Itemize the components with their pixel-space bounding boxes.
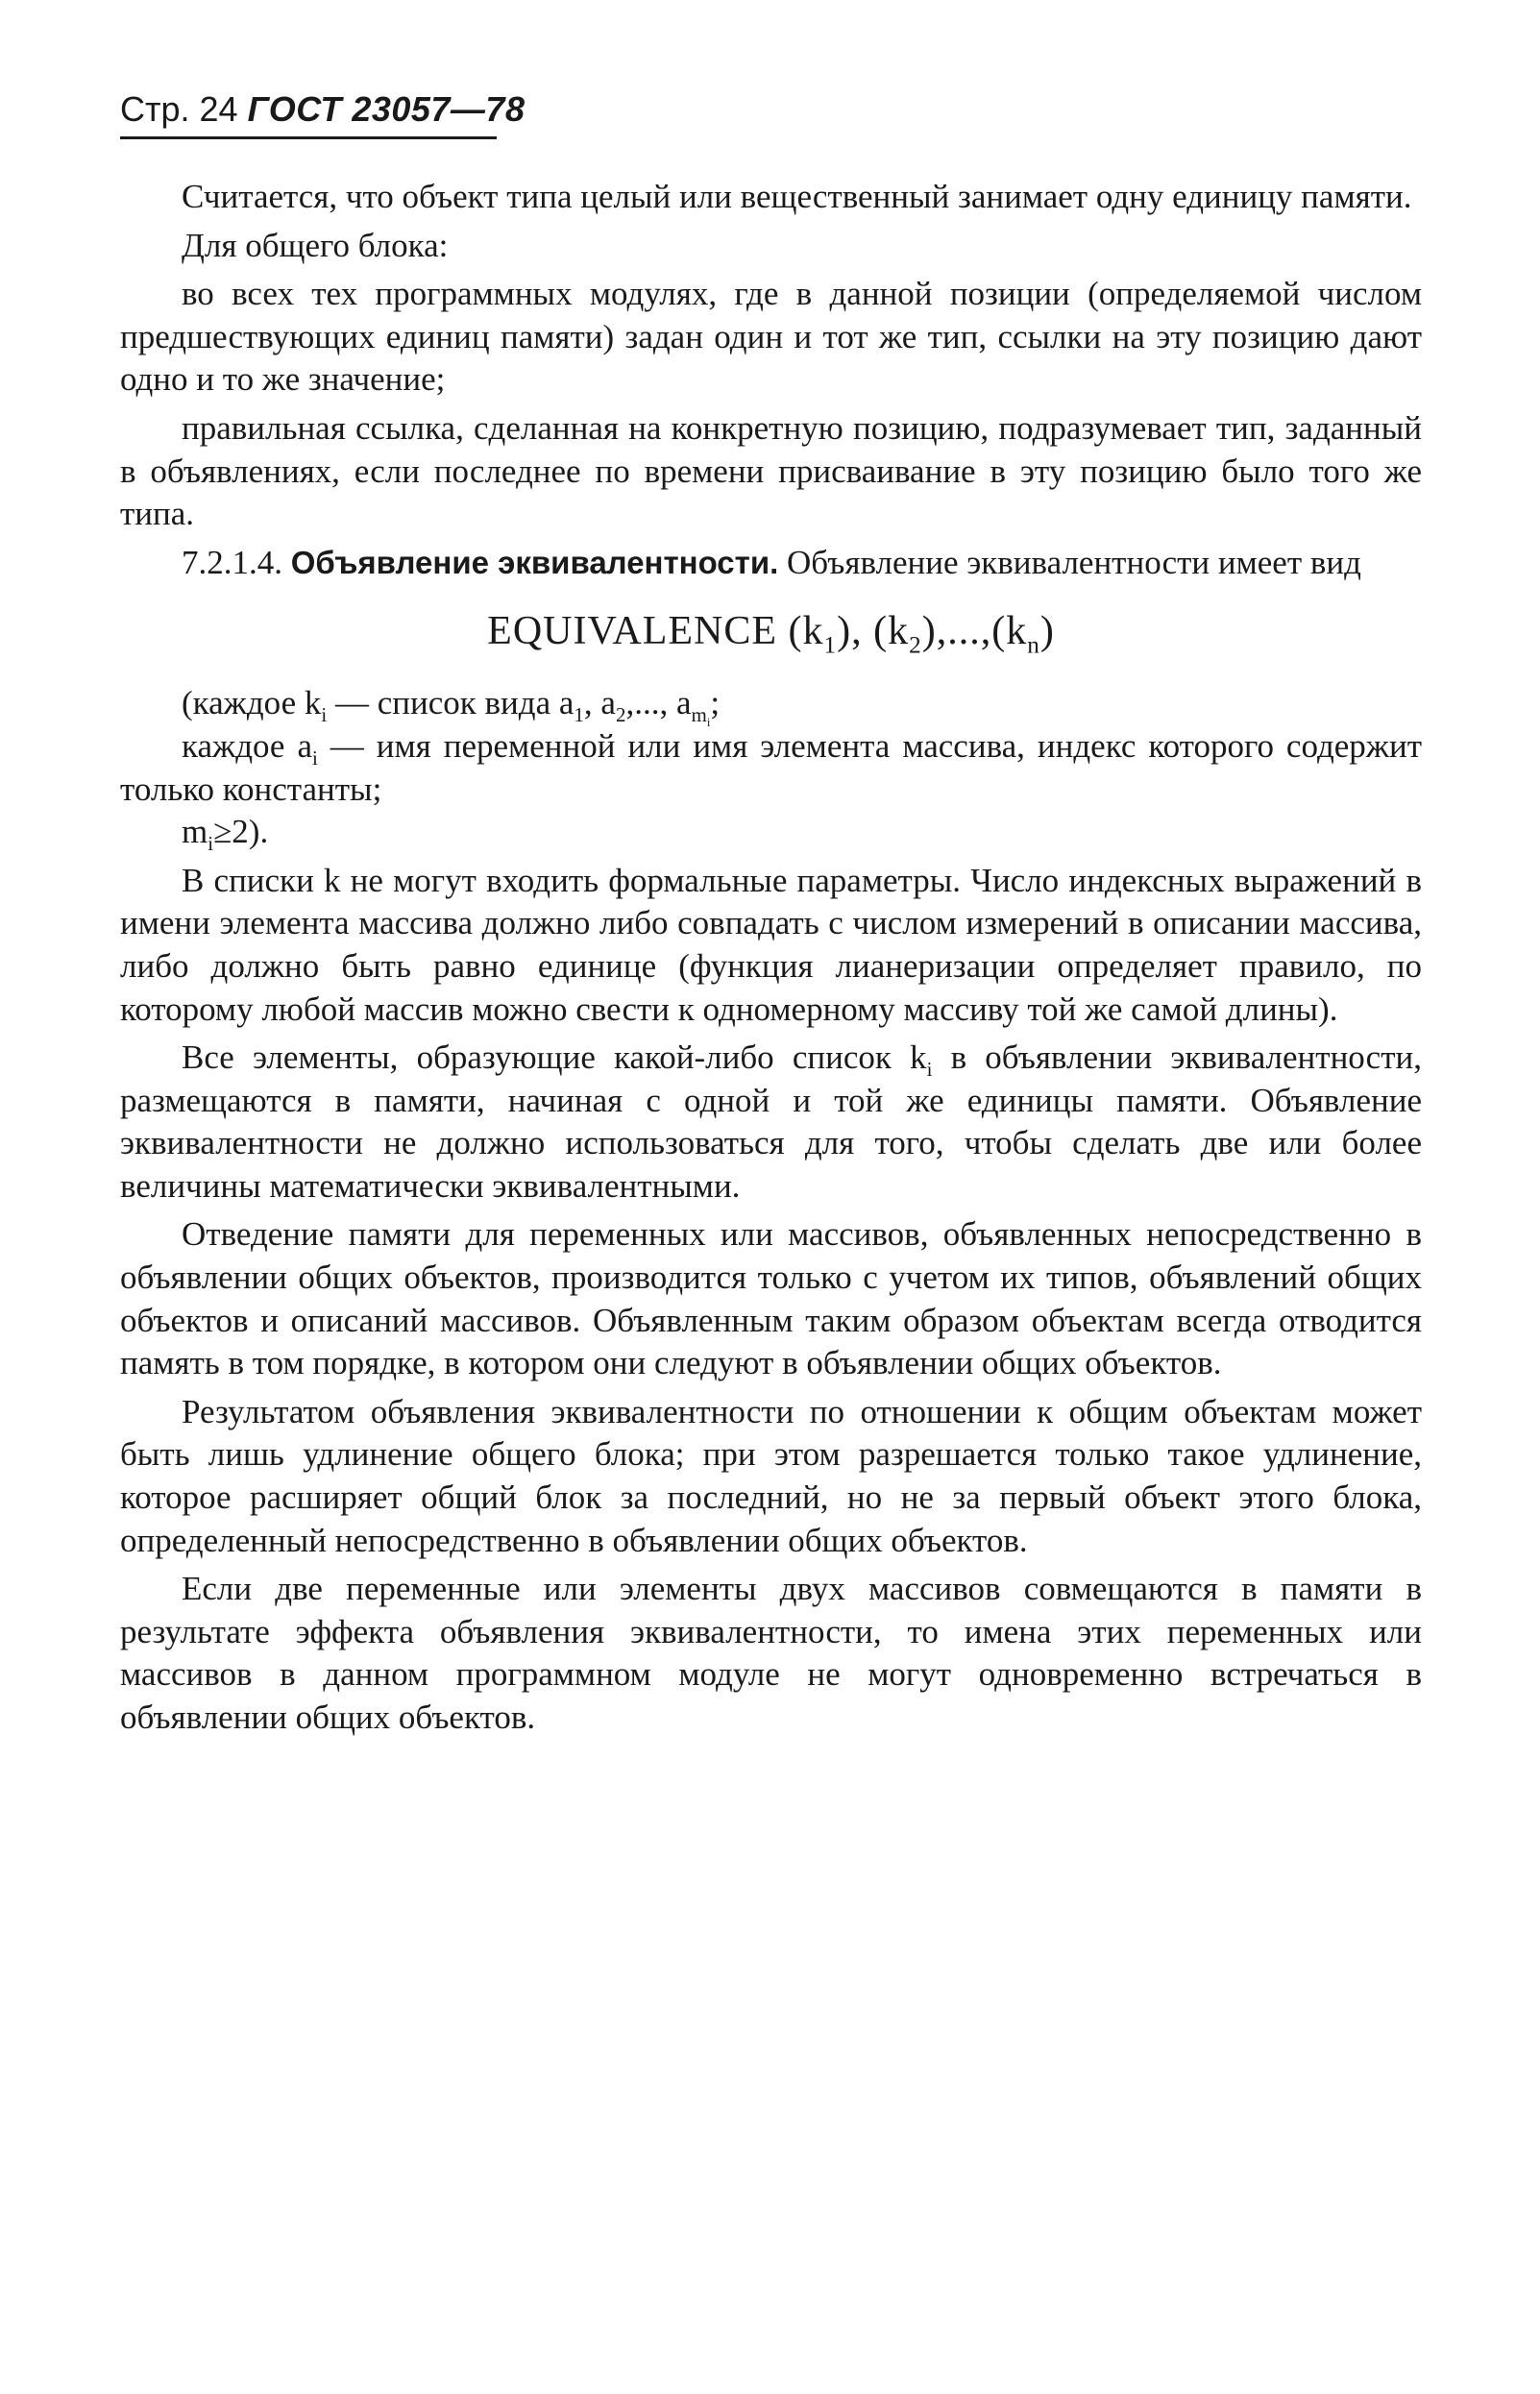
paragraph-same-type-reference: во всех тех программных модулях, где в данной позиции (определяемой числом предшествующих единиц памяти) задан один и тот же тип, ссылки на эту позицию дают одно и то же значение;	[120, 275, 1422, 399]
paragraph-formal-parameters: В списки k не могут входить формальные параметры. Число индексных выражений в имени элемента массива должно либо совпадать с числом измерений в описании массива, либо должно быть равно единице (функция лианеризации определяет правило, по которому любой массив можно свести к одномерному массиву той же самой длины).	[120, 861, 1422, 1028]
note-m-condition: $m_i\ge 2$).	[182, 813, 269, 856]
section-7-2-1-4	[120, 542, 1422, 585]
section-number: 7.2.1.4.	[182, 543, 282, 581]
paragraph-name-restriction: Если две переменные или элементы двух массивов совмещаются в памяти в результате эффекта объявления эквивалентности, то имена этих переменных или массивов в данном программном модуле не могут одновременно встречаться в объявлении общих объектов.	[120, 1570, 1422, 1736]
section-text: Объявление эквивалентности имеет вид	[787, 543, 1361, 581]
page-header	[120, 88, 525, 131]
note-list-form: (каждое $k_i$ — список вида $a_1$, $a_2$,..., $a_{m_i}$;	[182, 684, 721, 730]
section-title: Объявление эквивалентности.	[290, 544, 779, 580]
standard-designation: ГОСТ 23057—78	[247, 89, 526, 129]
equivalence-formula: EQUIVALENCE $(k_1)$, $(k_2),...,(k_n)$	[487, 609, 1055, 659]
paragraph-unit-of-memory: Считается, что объект типа целый или вещественный занимает одну единицу памяти.	[182, 178, 1412, 215]
paragraph-common-block-intro: Для общего блока:	[182, 226, 449, 264]
page-number: Стр. 24	[120, 89, 238, 129]
note-element-name: каждое $a_i$ — имя переменной или имя элемента массива, индекс которого содержит только константы;	[120, 726, 1422, 808]
paragraph-common-block-extension: Результатом объявления эквивалентности по отношении к общим объектам может быть лишь удлинение общего блока; при этом разрешается только такое удлинение, которое расширяет общий блок за последний, но не за первый объект этого блока, определенный непосредственно в объявлении общих объектов.	[120, 1392, 1422, 1559]
paragraph-correct-reference: правильная ссылка, сделанная на конкретную позицию, подразумевает тип, заданный в объявлениях, если последнее по времени присваивание в эту позицию было того же типа.	[120, 408, 1422, 533]
header-underline	[120, 136, 497, 139]
formula-keyword: EQUIVALENCE	[487, 609, 778, 654]
paragraph-memory-allocation: Отведение памяти для переменных или массивов, объявленных непосредственно в объявлении общих объектов, производится только с учетом их типов, объявлений общих объектов и описаний массивов. Объявленным таким образом объектам всегда отводится память в том порядке, в котором они следуют в объявлении общих объектов.	[120, 1215, 1422, 1382]
paragraph-same-memory-unit: Все элементы, образующие какой-либо список $k_i$ в объявлении эквивалентности, размещаются в памяти, начиная с одной и той же единицы памяти. Объявление эквивалентности не должно использоваться для того, чтобы сделать две или более величины математически эквивалентными.	[120, 1038, 1422, 1205]
document-body	[120, 176, 1422, 1740]
